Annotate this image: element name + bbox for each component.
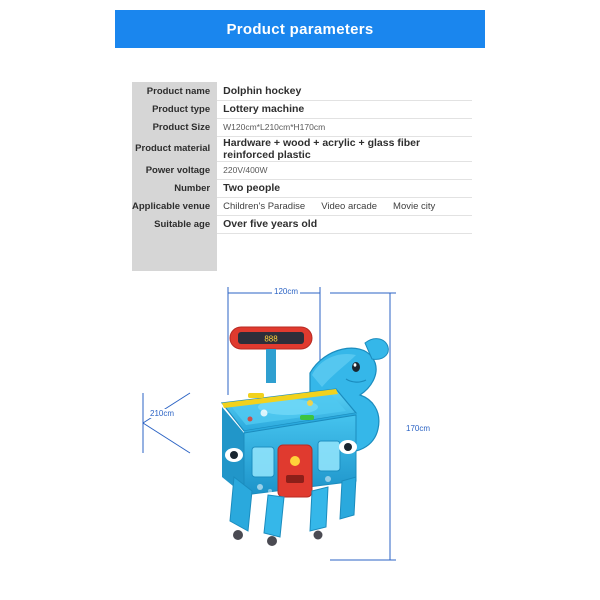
dimension-label-depth: 210cm	[150, 409, 175, 418]
row-label-product-name: Product name	[132, 82, 217, 100]
row-label-suitable-age: Suitable age	[132, 215, 217, 233]
row-label-product-size: Product Size	[132, 118, 217, 136]
scoreboard-display	[230, 327, 312, 383]
product-photo-with-dimensions	[0, 275, 600, 575]
venue-item-2: Video arcade	[321, 200, 378, 212]
page-title: Product parameters	[226, 20, 374, 38]
row-value-power-voltage: 220V/400W	[217, 161, 472, 179]
table-row	[132, 197, 472, 215]
table-filler-spacer	[217, 233, 472, 271]
table-row	[132, 136, 472, 161]
row-label-product-type: Product type	[132, 100, 217, 118]
row-label-applicable-venue: Applicable venue	[132, 197, 217, 215]
row-value-product-material: Hardware + wood + acrylic + glass fiber reinforced plastic	[217, 136, 472, 161]
table-row	[132, 215, 472, 233]
row-value-suitable-age: Over five years old	[217, 215, 472, 233]
table-row	[132, 161, 472, 179]
dimension-label-height: 170cm	[406, 424, 431, 433]
table-filler-row	[132, 233, 472, 271]
table-row	[132, 100, 472, 118]
svg-text:888: 888	[264, 334, 278, 344]
venue-item-1: Children's Paradise	[223, 200, 306, 212]
row-value-applicable-venue	[217, 197, 472, 215]
row-value-product-type: Lottery machine	[217, 100, 472, 118]
row-value-number: Two people	[217, 179, 472, 197]
table-row	[132, 82, 472, 100]
product-parameters-table	[132, 82, 472, 271]
row-label-product-material: Product material	[132, 136, 217, 161]
table-row	[132, 118, 472, 136]
dolphin-hockey-machine-illustration	[160, 295, 440, 560]
table-filler-cell	[132, 233, 217, 271]
row-value-product-size: W120cm*L210cm*H170cm	[217, 118, 472, 136]
dimension-label-width: 120cm	[274, 287, 299, 296]
table-row	[132, 179, 472, 197]
page-header-banner	[115, 10, 485, 48]
row-value-product-name: Dolphin hockey	[217, 82, 472, 100]
venue-item-3: Movie city	[393, 200, 436, 212]
row-label-number: Number	[132, 179, 217, 197]
row-label-power-voltage: Power voltage	[132, 161, 217, 179]
